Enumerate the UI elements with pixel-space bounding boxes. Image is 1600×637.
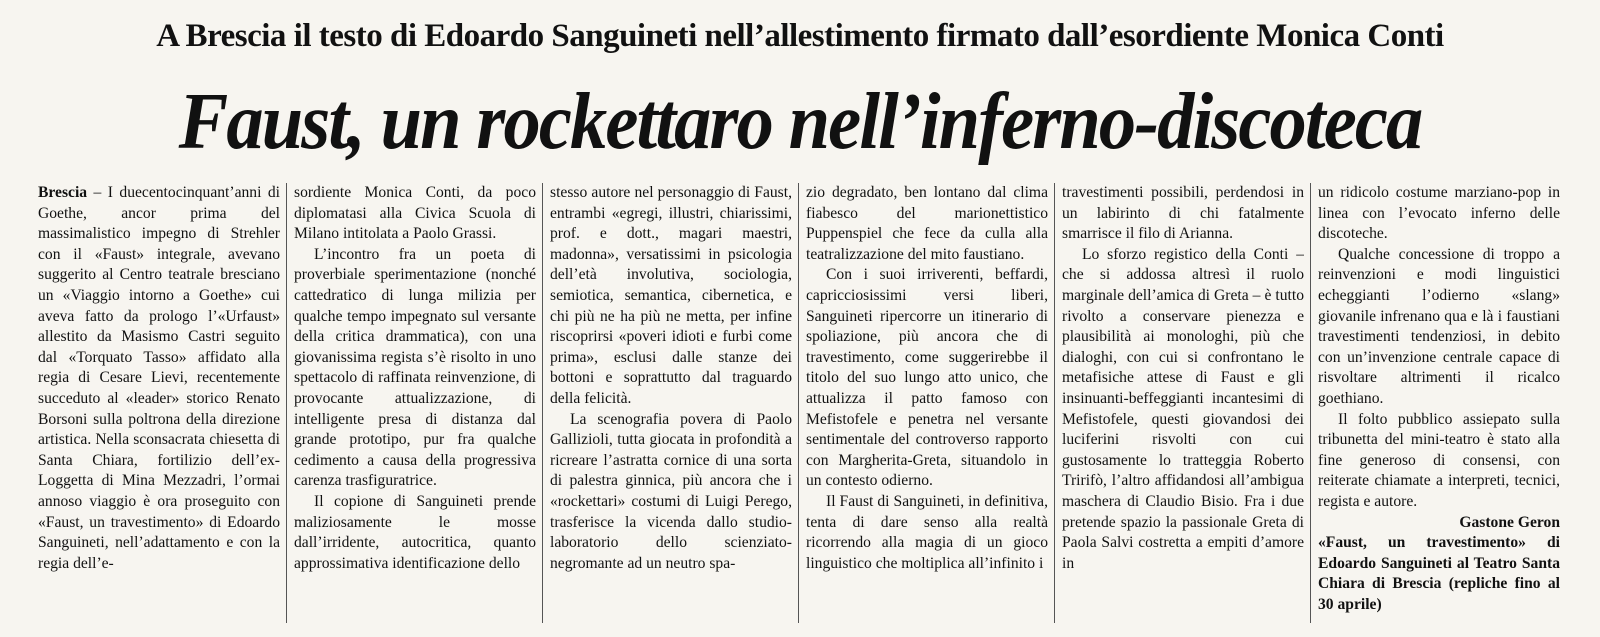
column-paragraph: Lo sforzo registico della Conti – che si addossa altresì il ruolo marginale dell’amica di Greta – è tutto rivolto a conservare pienezza e plausibilità ai monologhi, più che dialoghi, con cui si confrontano le metafisiche attese di Faust e gli insinuanti-beffeggianti incantesimi di Mefistofele, questi giovandosi dei luciferini risvolti con cui gustosamente lo tratteggia Roberto Tririfò, l’altro affidandosi all’ambigua maschera di Claudio Bisio. Fra i due pretende spazio la passionale Greta di Paola Salvi costretta a empiti d’amore in xyxy=(1062,245,1304,572)
column-paragraph: travestimenti possibili, perdendosi in un labirinto di chi fatalmente smarrisce il filo di Arianna. xyxy=(1062,184,1304,243)
column-paragraph: – I duecentocinquant’anni di Goethe, ancor prima del massimalistico impegno di Strehler con il «Faust» integrale, avevano suggerito al Centro teatrale bresciano un «Viaggio intorno a Goethe» cui aveva fatto da prologo l’«Urfaust» allestito da Masismo Castri seguito dal «Torquato Tasso» affidato alla regia di Cesare Lievi, recentemente succeduto al «leader» storico Renato Borsoni sulla poltrona della direzione artistica. Nella sconsacrata chiesetta di Santa Chiara, fortilizio dell’ex-Loggetta di Mina Mezzadri, l’ormai annoso viaggio è ora proseguito con «Faust, un travestimento» di Edoardo Sanguineti, nell’adattamento e con la regia dell’e- xyxy=(38,184,280,572)
column-paragraph: Il folto pubblico assiepato sulla tribunetta del mini-teatro è stato alla fine generoso di consensi, con reiterate chiamate a interpreti, tecnici, regista e autore. xyxy=(1318,410,1560,510)
column-paragraph: L’incontro fra un poeta di proverbiale sperimentazione (nonché cattedratico di lunga milizia per qualche tempo impegnato sul versante della critica drammatica), con una giovanissima regista s’è risolto in uno spettacolo di raffinata reinvenzione, di provocante attualizzazione, di intelligente presa di distanza dal grande prototipo, pur fra qualche cedimento a causa della progressiva carenza trasfiguratrice. xyxy=(294,245,536,490)
article-column-6 xyxy=(1318,183,1560,627)
article-body xyxy=(38,183,1562,627)
article-kicker: A Brescia il testo di Edoardo Sanguineti nell’allestimento firmato dall’esordiente Monica Conti xyxy=(156,18,1444,54)
author-signature: Gastone Geron xyxy=(1459,513,1560,531)
show-credits: «Faust, un travestimento» di Edoardo Sanguineti al Teatro Santa Chiara di Brescia (repliche fino al 30 aprile) xyxy=(1318,534,1560,613)
column-paragraph: Qualche concessione di troppo a reinvenzioni e modi linguistici echeggianti l’odierno «slang» giovanile infrenano qua e là i faustiani travestimenti tendenziosi, in debito con un’invenzione centrale capace di risvoltare altrimenti il ricalco goethiano. xyxy=(1318,245,1560,407)
column-divider xyxy=(1310,183,1311,623)
dateline: Brescia xyxy=(38,184,88,201)
article-column-2 xyxy=(294,183,536,627)
column-divider xyxy=(542,183,543,623)
article-column-3 xyxy=(550,183,792,627)
column-paragraph: sordiente Monica Conti, da poco diplomatasi alla Civica Scuola di Milano intitolata a Paolo Grassi. xyxy=(294,184,536,243)
column-paragraph: Il copione di Sanguineti prende maliziosamente le mosse dall’irridente, autocritica, quanto approssimativa identificazione dello xyxy=(294,492,536,572)
column-divider xyxy=(798,183,799,623)
column-divider xyxy=(1054,183,1055,623)
column-paragraph: La scenografia povera di Paolo Gallizioli, tutta giocata in profondità a ricreare l’astratta cornice di una sorta di palestra ginnica, più ancora che i «rockettari» costumi di Luigi Perego, trasferisce la vicenda dallo studio-laboratorio dello scienziato-negromante ad un neutro spa- xyxy=(550,410,792,572)
column-paragraph: un ridicolo costume marziano-pop in linea con l’evocato inferno delle discoteche. xyxy=(1318,184,1560,243)
column-divider xyxy=(286,183,287,623)
article-column-1 xyxy=(38,183,280,627)
column-paragraph: Con i suoi irriverenti, beffardi, capricciosissimi versi liberi, Sanguineti ripercorre un itinerario di spoliazione, più ancora che di travestimento, come suggerirebbe il titolo del suo lungo atto unico, che attualizza il patto famoso con Mefistofele e penetra nel versante sentimentale del controverso rapporto con Margherita-Greta, situandolo in un contesto odierno. xyxy=(806,266,1048,490)
article-headline: Faust, un rockettaro nell’inferno-discoteca xyxy=(178,78,1422,166)
article-column-4 xyxy=(806,183,1048,627)
column-paragraph: stesso autore nel personaggio di Faust, entrambi «egregi, illustri, chiarissimi, prof. e dott., magari maestri, madonna», versatissimi in psicologia dell’età involutiva, sociologia, semiotica, semantica, cibernetica, e chi più ne ha più ne metta, per infine riscoprirsi «poveri idioti e furbi come prima», esclusi dalle stanze dei bottoni e soprattutto dal traguardo della felicità. xyxy=(550,184,792,407)
column-paragraph: zio degradato, ben lontano dal clima fiabesco del marionettistico Puppenspiel che fece da culla alla teatralizzazione del mito faustiano. xyxy=(806,184,1048,263)
column-paragraph: Il Faust di Sanguineti, in definitiva, tenta di dare senso alla realtà ricorrendo alla magia di un gioco linguistico che moltiplica all’infinito i xyxy=(806,492,1048,572)
article-column-5 xyxy=(1062,183,1304,627)
